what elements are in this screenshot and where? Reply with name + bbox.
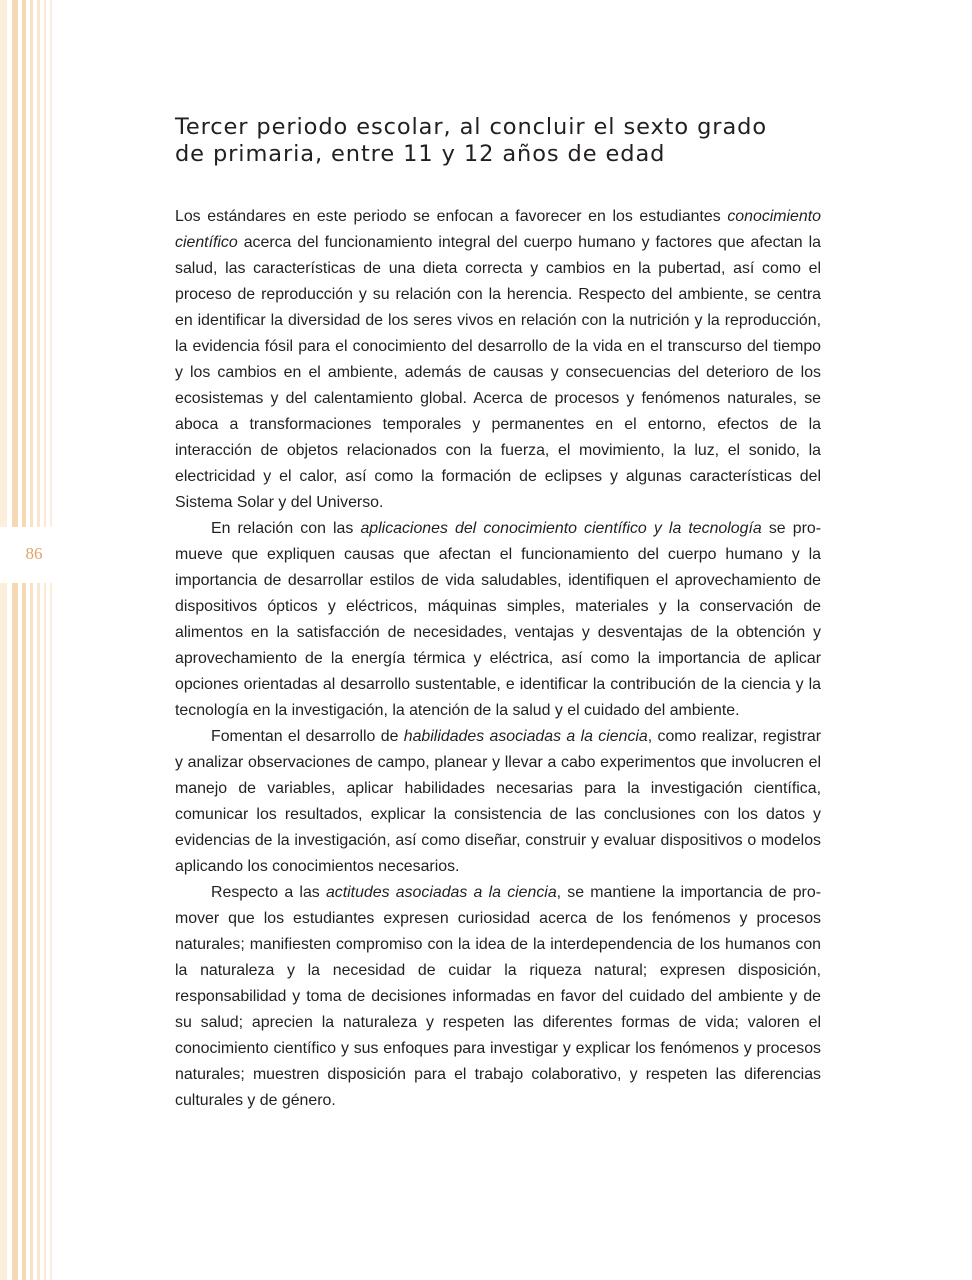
paragraph-emphasis: actitudes asociadas a la ciencia (325, 884, 557, 901)
margin-stripe (50, 0, 52, 1280)
paragraph-skills (175, 724, 821, 880)
paragraph-scientific-knowledge (175, 204, 821, 516)
paragraph-text: , como realizar, registrar y analizar observaciones de campo, planear y llevar a cabo experimentos que involucren el manejo de variables, aplicar habilidades necesarias para la investigación científica, comunicar los resultados, explicar la consistencia de las conclusiones con los datos y evidencias de la investigación, así como diseñar, construir y evaluar dispositivos o modelos aplicando los conocimientos necesarios. (175, 728, 821, 875)
paragraph-attitudes (175, 880, 821, 1114)
paragraph-text: acerca del funcionamiento integral del cuerpo humano y factores que afectan la salud, las características de una dieta correcta y cambios en la pubertad, así como el proceso de reproducción y su relación con la herencia. Respecto del ambiente, se centra en identificar la diversidad de los seres vivos en relación con la nutrición y la reproducción, la evidencia fósil para el conocimiento del desarrollo de la vida en el transcurso del tiempo y los cambios en el ambiente, además de causas y consecuencias del deterioro de los ecosistemas y del calentamiento global. Acerca de procesos y fenómenos naturales, se aboca a transformaciones temporales y permanentes en el entorno, efectos de la interacción de objetos relacionados con la fuerza, el movimiento, la luz, el sonido, la electricidad y el calor, así como la formación de eclipses y algunas características del Sistema Solar y del Universo. (175, 234, 821, 511)
paragraph-emphasis: conocimiento científico (175, 208, 821, 251)
page-number: 86 (25, 544, 43, 563)
paragraph-text: En relación con las (211, 520, 361, 537)
paragraph-applications (175, 516, 821, 724)
section-title-line-1: Tercer periodo escolar, al concluir el sexto grado (175, 114, 767, 140)
margin-stripe (37, 0, 40, 1280)
section-title-line-2: de primaria, entre 11 y 12 años de edad (175, 141, 666, 167)
paragraph-text: se promueve que expliquen causas que afectan el funcionamiento del cuerpo humano y la importancia de desarrollar estilos de vida saludables, identifiquen el aprovechamiento de dispositivos ópticos y eléctricos, máquinas simples, materiales y la conservación de alimentos en la satisfacción de necesidades, ventajas y desventajas de la obtención y aprovechamiento de la energía térmica y eléctrica, así como la importancia de aplicar opciones orientadas al desarrollo sustentable, e identificar la contribución de la ciencia y la tecnología en la investigación, la atención de la salud y el cuidado del ambiente. (175, 520, 821, 719)
paragraph-text: Respecto a las (211, 884, 326, 901)
margin-stripe (30, 0, 33, 1280)
paragraph-emphasis: habilidades asociadas a la ciencia (403, 728, 648, 745)
paragraph-text: Los estándares en este periodo se enfocan a favorecer en los estudiantes (175, 208, 728, 225)
margin-stripe (44, 0, 46, 1280)
paragraph-emphasis: aplicaciones del conocimiento científico y la tecnología (360, 520, 762, 537)
margin-stripe (12, 0, 18, 1280)
body-text (175, 204, 821, 1114)
margin-stripes (0, 0, 56, 1280)
paragraph-text: Fomentan el desarrollo de (211, 728, 404, 745)
paragraph-text: , se mantiene la importancia de promover que los estudiantes expresen curiosidad acerca de los fenómenos y procesos naturales; manifiesten compromiso con la idea de la interdependencia de los humanos con la naturaleza y la necesidad de cuidar la riqueza natural; expresen disposición, responsabilidad y toma de decisiones informadas en favor del cuidado del ambiente y de su salud; aprecien la naturaleza y respeten las diferentes formas de vida; valoren el conocimiento científico y sus enfoques para investigar y explicar los fenómenos y procesos naturales; muestren disposición para el trabajo colaborativo, y respeten las diferencias culturales y de género. (175, 884, 821, 1109)
margin-stripe (22, 0, 26, 1280)
section-title (175, 114, 835, 168)
margin-stripe (0, 0, 7, 1280)
